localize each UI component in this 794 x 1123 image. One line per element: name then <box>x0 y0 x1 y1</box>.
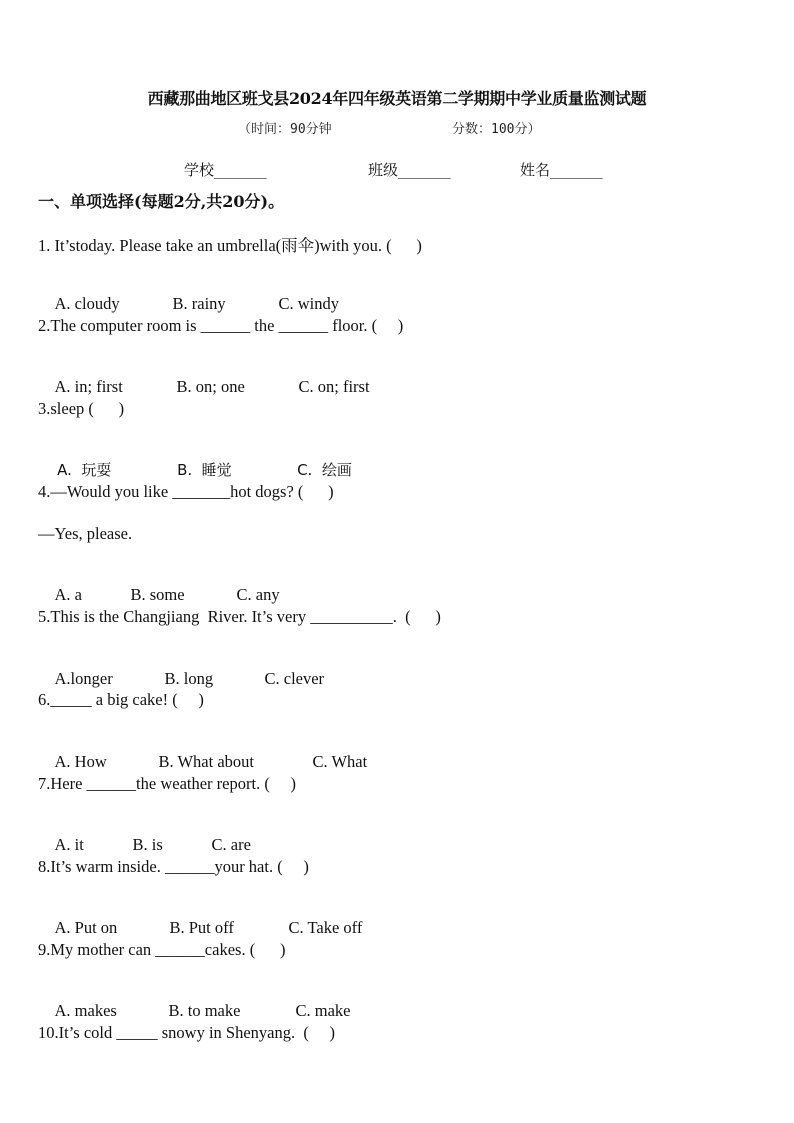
option-b: B. some <box>130 585 185 604</box>
question-8: 8.It’s warm inside. ______your hat. ( ) <box>38 857 309 876</box>
question-3: 3.sleep ( ) <box>38 399 125 418</box>
total-score: 分数：100分） <box>452 122 541 137</box>
option-b: B. on; one <box>176 377 245 396</box>
option-a: A. a <box>54 585 82 604</box>
option-a: A. 玩耍 <box>57 461 112 479</box>
option-a: A.longer <box>54 669 113 688</box>
option-a: A. cloudy <box>54 294 120 313</box>
question-4: 4.—Would you like _______hot dogs? ( ) <box>38 482 334 501</box>
option-a: A. in; first <box>54 377 123 396</box>
option-a: A. Put on <box>54 918 118 937</box>
option-b: B. What about <box>158 752 254 771</box>
option-c: C. are <box>211 835 251 854</box>
question-9: 9.My mother can ______cakes. ( ) <box>38 940 286 959</box>
option-b: B. to make <box>168 1001 241 1020</box>
question-6: 6._____ a big cake! ( ) <box>38 690 204 709</box>
question-1: 1. It’stoday. Please take an umbrella(雨伞)with you. ( ) <box>38 236 422 255</box>
option-b: B. Put off <box>169 918 234 937</box>
section-heading: 一、单项选择(每题2分,共20分)。 <box>38 192 285 211</box>
option-a: A. it <box>54 835 84 854</box>
option-c: C. on; first <box>298 377 370 396</box>
school-field: 学校_______ <box>184 161 267 179</box>
option-b: B. rainy <box>172 294 226 313</box>
option-c: C. Take off <box>288 918 363 937</box>
name-field: 姓名_______ <box>520 161 603 179</box>
option-c: C. clever <box>264 669 325 688</box>
option-c: C. What <box>312 752 368 771</box>
question-2: 2.The computer room is ______ the ______ floor. ( ) <box>38 316 404 335</box>
exam-title: 西藏那曲地区班戈县2024年四年级英语第二学期期中学业质量监测试题 <box>147 89 647 108</box>
question-5: 5.This is the Changjiang River. It’s very __________. ( ) <box>38 607 441 626</box>
option-a: A. How <box>54 752 107 771</box>
option-a: A. makes <box>54 1001 117 1020</box>
option-b: B. 睡觉 <box>177 461 232 479</box>
question-10: 10.It’s cold _____ snowy in Shenyang. ( ) <box>38 1023 335 1042</box>
class-field: 班级_______ <box>368 161 451 179</box>
option-c: C. make <box>295 1001 351 1020</box>
option-c: C. windy <box>278 294 340 313</box>
option-c: C. 绘画 <box>297 461 352 479</box>
option-c: C. any <box>236 585 280 604</box>
time-limit: （时间：90分钟 <box>238 122 332 137</box>
question-4-reply: —Yes, please. <box>38 524 133 543</box>
option-b: B. long <box>164 669 214 688</box>
question-7: 7.Here ______the weather report. ( ) <box>38 774 296 793</box>
option-b: B. is <box>132 835 163 854</box>
